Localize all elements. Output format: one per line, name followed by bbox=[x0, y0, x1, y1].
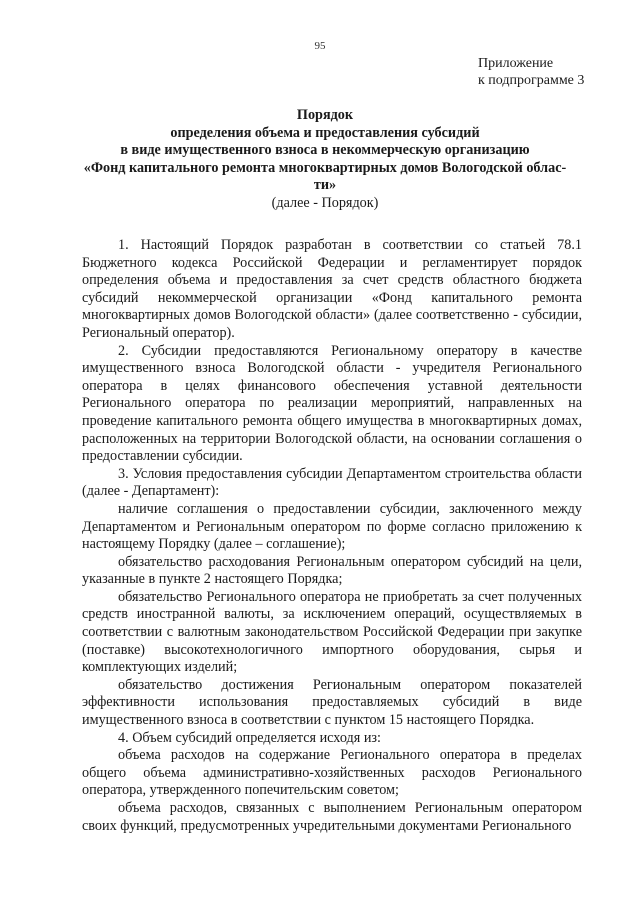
paragraph: 1. Настоящий Порядок разработан в соответствии со статьей 78.1 Бюджетного кодекса Российской Федерации и регламентирует порядок определения объема и предоставления за счет средств областного бюджета субсидий некоммерческой организации «Фонд капитального ремонта многоквартирных домов Вологодской области» (далее соответственно - субсидии, Региональный оператор). bbox=[82, 237, 582, 341]
title-line-1: Порядок bbox=[296, 107, 354, 123]
title-line-6: (далее - Порядок) bbox=[271, 194, 379, 211]
paragraph: 3. Условия предоставления субсидии Департаментом строительства области (далее - Департамент): bbox=[82, 465, 582, 500]
document-body bbox=[82, 237, 582, 835]
appendix-line-1: Приложение bbox=[478, 56, 554, 71]
document-title bbox=[70, 107, 580, 212]
page-number: 95 bbox=[314, 40, 326, 52]
title-line-3: в виде имущественного взноса в некоммерческую организацию bbox=[120, 142, 530, 158]
paragraph: 2. Субсидии предоставляются Региональному оператору в качестве имущественного взноса Вологодской области - учредителя Регионального оператора в целях финансового обеспечения уставной деятельности Регионального оператора по реализации мероприятий, направленных на проведение капитального ремонта общего имущества в многоквартирных домах, расположенных на территории Вологодской области, на основании соглашения о предоставлении субсидии. bbox=[82, 342, 582, 465]
title-line-4: «Фонд капитального ремонта многоквартирных домов Вологодской облас- bbox=[83, 159, 567, 176]
paragraph: обязательство достижения Региональным оператором показателей эффективности использования предоставляемых субсидий в виде имущественного взноса в соответствии с пунктом 15 настоящего Порядка. bbox=[82, 676, 582, 729]
paragraph: обязательство расходования Региональным оператором субсидий на цели, указанные в пункте 2 настоящего Порядка; bbox=[82, 553, 582, 588]
paragraph: объема расходов на содержание Регионального оператора в пределах общего объема административно-хозяйственных расходов Регионального оператора, утвержденного попечительским советом; bbox=[82, 747, 582, 799]
paragraph: наличие соглашения о предоставлении субсидии, заключенного между Департаментом и Региональным оператором по форме согласно приложению к настоящему Порядку (далее – соглашение); bbox=[82, 500, 582, 553]
title-line-5: ти» bbox=[313, 177, 337, 193]
paragraph: обязательство Регионального оператора не приобретать за счет полученных средств иностранной валюты, за исключением операций, осуществляемых в соответствии с валютным законодательством Российской Федерации при закупке (поставке) высокотехнологичного импортного оборудования, сырья и комплектующих изделий; bbox=[82, 588, 582, 676]
paragraph: 4. Объем субсидий определяется исходя из: bbox=[118, 729, 381, 746]
appendix-note bbox=[478, 55, 584, 89]
paragraph: объема расходов, связанных с выполнением Региональным оператором своих функций, предусмотренных учредительными документами Регионального bbox=[82, 800, 582, 834]
appendix-line-2: к подпрограмме 3 bbox=[478, 73, 585, 88]
title-line-2: определения объема и предоставления субсидий bbox=[170, 124, 480, 141]
